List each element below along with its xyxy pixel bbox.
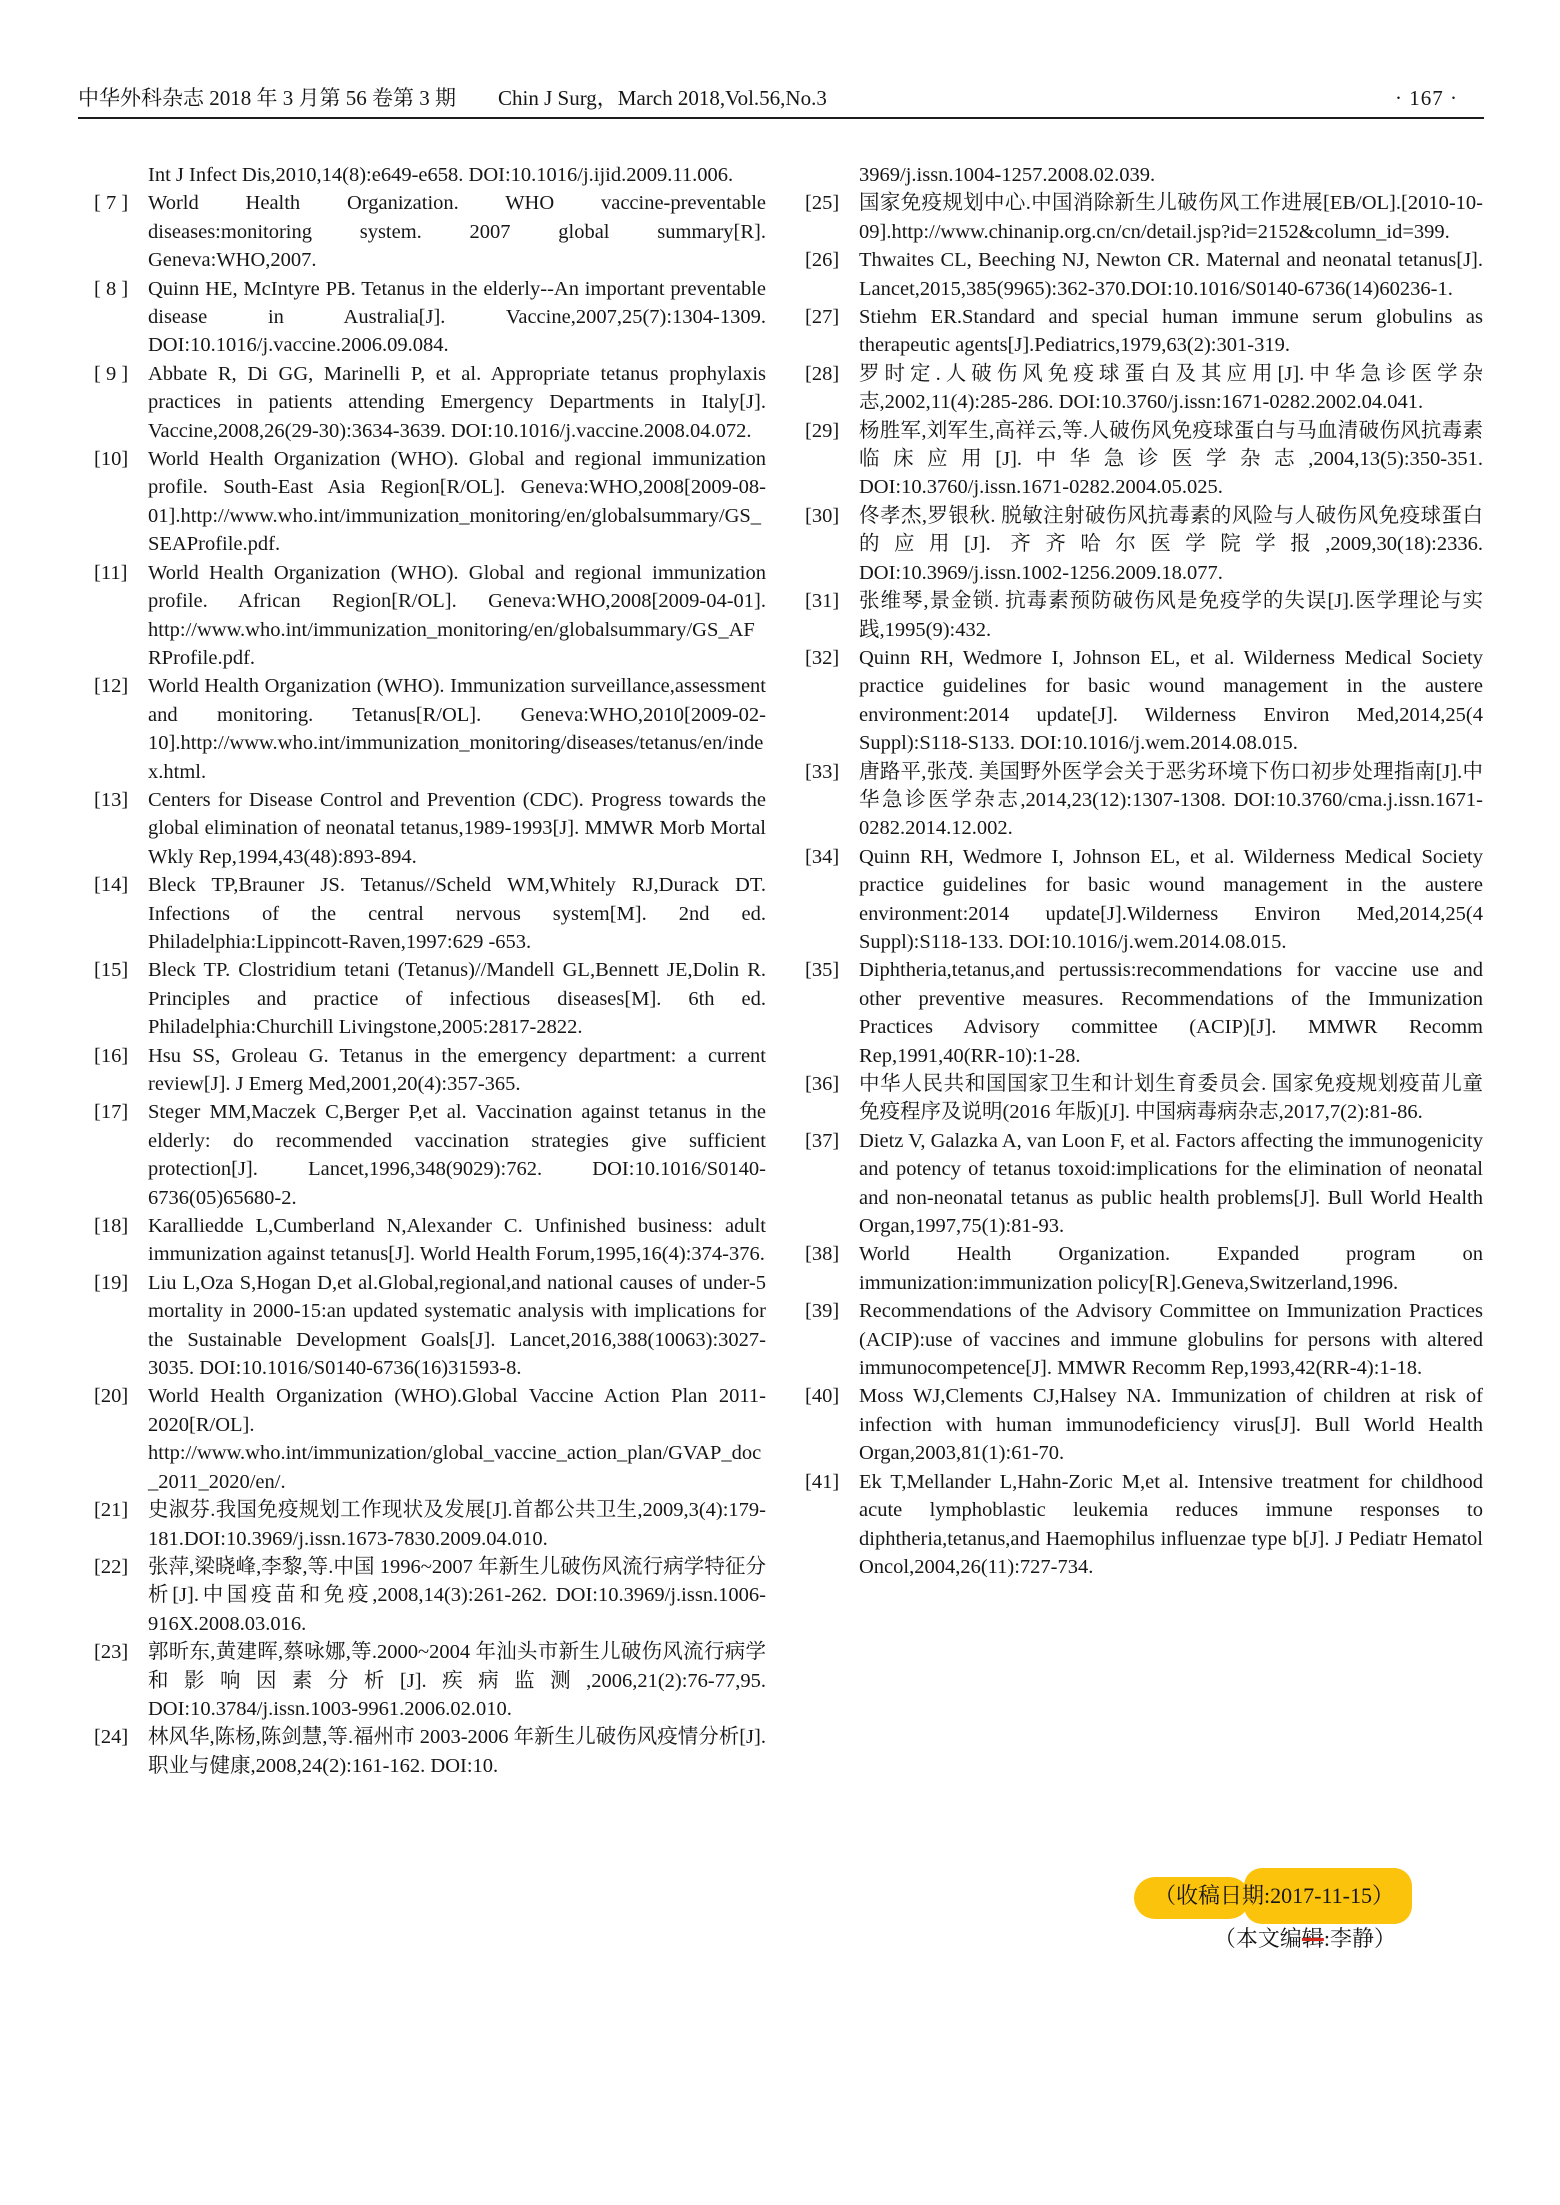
- reference-text: World Health Organization (WHO).Global Vaccine Action Plan 2011-2020[R/OL]. http://www.who.int/immunization/global_vaccine_action_plan/GVAP_doc_2011_2020/en/.: [148, 1385, 766, 1493]
- reference-text: Abbate R, Di GG, Marinelli P, et al. Appropriate tetanus prophylaxis practices in patients attending Emergency Departments in Italy[J]. Vaccine,2008,26(29-30):3634-3639. DOI:10.1016/j.vaccine.2008.04.072.: [148, 362, 766, 442]
- reference-item: [94, 871, 766, 956]
- reference-text: Karalliedde L,Cumberland N,Alexander C. Unfinished business: adult immunization against tetanus[J]. World Health Forum,1995,16(4):374-376.: [148, 1215, 766, 1266]
- reference-text: Quinn RH, Wedmore I, Johnson EL, et al. Wilderness Medical Society practice guidelines for basic wound management in the austere environment:2014 update[J]. Wilderness Environ Med,2014,25(4 Suppl):S118-S133. DOI:10.1016/j.wem.2014.08.015.: [859, 646, 1483, 755]
- reference-label: [27]: [805, 306, 840, 329]
- reference-text: 国家免疫规划中心.中国消除新生儿破伤风工作进展[EB/OL].[2010-10-09].http://www.chinanip.org.cn/cn/detail.jsp?id=2152&column_id=399.: [859, 192, 1483, 243]
- reference-item: [805, 587, 1483, 644]
- reference-label: [ 7 ]: [94, 192, 129, 215]
- page-number: · 167 ·: [1395, 86, 1458, 110]
- reference-item: [805, 417, 1483, 502]
- reference-label: [33]: [805, 760, 840, 783]
- reference-item: [94, 1212, 766, 1269]
- reference-label: [34]: [805, 845, 840, 868]
- reference-item: [805, 1127, 1483, 1241]
- reference-item: [94, 1723, 766, 1780]
- reference-text: Diphtheria,tetanus,and pertussis:recommendations for vaccine use and other preventive measures. Recommendations of the Immunization Practices Advisory committee (ACIP)[J]. MMWR Recomm Rep,1991,40(RR-10):1-28.: [859, 959, 1483, 1067]
- reference-label: [13]: [94, 788, 129, 811]
- reference-text: Quinn RH, Wedmore I, Johnson EL, et al. Wilderness Medical Society practice guidelines for basic wound management in the austere environment:2014 update[J].Wilderness Environ Med,2014,25(4 Suppl):S118-133. DOI:10.1016/j.wem.2014.08.015.: [859, 845, 1483, 953]
- reference-item: [805, 303, 1483, 360]
- reference-label: [12]: [94, 675, 129, 698]
- reference-item: [805, 1382, 1483, 1467]
- reference-text: Recommendations of the Advisory Committee on Immunization Practices (ACIP):use of vaccines and immune globulins for persons with altered immunocompetence[J]. MMWR Recomm Rep,1993,42(RR-4):1-18.: [859, 1300, 1483, 1380]
- reference-text: Liu L,Oza S,Hogan D,et al.Global,regional,and national causes of under-5 mortality in 2000-15:an updated systematic analysis with implications for the Sustainable Development Goals[J]. Lancet,2016,388(10063):3027-3035. DOI:10.1016/S0140-6736(16)31593-8.: [148, 1271, 766, 1380]
- reference-text: Hsu SS, Groleau G. Tetanus in the emergency department: a current review[J]. J Emerg Med,2001,20(4):357-365.: [148, 1044, 766, 1095]
- reference-item: [805, 1070, 1483, 1127]
- reference-label: [28]: [805, 362, 840, 385]
- footer-notes: [1148, 1876, 1396, 1954]
- reference-label: [36]: [805, 1073, 840, 1095]
- reference-item: [805, 1297, 1483, 1382]
- reference-item: [94, 1553, 766, 1638]
- reference-item: [94, 360, 766, 445]
- reference-label: [29]: [805, 419, 840, 442]
- reference-item: [94, 672, 766, 786]
- reference-label: [15]: [94, 959, 129, 982]
- reference-item: [805, 502, 1483, 587]
- reference-label: [35]: [805, 959, 840, 982]
- reference-text: 3969/j.issn.1004-1257.2008.02.039.: [859, 164, 1156, 186]
- received-date-text: （收稿日期:2017-11-15）: [1154, 1883, 1394, 1908]
- reference-item: [805, 644, 1483, 758]
- reference-text: Moss WJ,Clements CJ,Halsey NA. Immunization of children at risk of infection with human immunodeficiency virus[J]. Bull World Health Organ,2003,81(1):61-70.: [859, 1385, 1483, 1465]
- reference-label: [16]: [94, 1044, 129, 1067]
- reference-label: [20]: [94, 1385, 129, 1408]
- reference-label: [39]: [805, 1300, 840, 1323]
- reference-item: [805, 161, 1483, 189]
- reference-item: [805, 758, 1483, 843]
- reference-text: Stiehm ER.Standard and special human immune serum globulins as therapeutic agents[J].Pediatrics,1979,63(2):301-319.: [859, 306, 1483, 357]
- left-column: [94, 161, 766, 1780]
- reference-item: [94, 161, 766, 189]
- reference-label: [14]: [94, 874, 129, 897]
- reference-label: [22]: [94, 1555, 129, 1578]
- reference-label: [23]: [94, 1641, 129, 1664]
- reference-text: Centers for Disease Control and Prevention (CDC). Progress towards the global elimination of neonatal tetanus,1989-1993[J]. MMWR Morb Mortal Wkly Rep,1994,43(48):893-894.: [148, 788, 766, 868]
- reference-label: [24]: [94, 1726, 129, 1749]
- editor-struck-char: 辑: [1301, 1926, 1324, 1951]
- reference-text: 杨胜军,刘军生,高祥云,等.人破伤风免疫球蛋白与马血清破伤风抗毒素临床应用[J].中华急诊医学杂志,2004,13(5):350-351. DOI:10.3760/j.issn.1671-0282.2004.05.025.: [859, 419, 1483, 499]
- reference-label: [31]: [805, 590, 840, 613]
- reference-text: Thwaites CL, Beeching NJ, Newton CR. Maternal and neonatal tetanus[J]. Lancet,2015,385(9965):362-370.DOI:10.1016/S0140-6736(14)60236-1.: [859, 249, 1483, 300]
- reference-text: 张萍,梁晓峰,李黎,等.中国 1996~2007 年新生儿破伤风流行病学特征分析[J].中国疫苗和免疫,2008,14(3):261-262. DOI:10.3969/j.issn.1006-916X.2008.03.016.: [148, 1555, 766, 1635]
- reference-text: 郭昕东,黄建晖,蔡咏娜,等.2000~2004 年汕头市新生儿破伤风流行病学和影响因素分析[J].疾病监测,2006,21(2):76-77,95. DOI:10.3784/j.issn.1003-9961.2006.02.010.: [148, 1641, 766, 1720]
- reference-label: [38]: [805, 1243, 840, 1266]
- reference-item: [94, 1042, 766, 1099]
- reference-label: [21]: [94, 1499, 129, 1522]
- reference-text: World Health Organization (WHO). Immunization surveillance,assessment and monitoring. Tetanus[R/OL]. Geneva:WHO,2010[2009-02-10].http://www.who.int/immunization_monitoring/diseases/tetanus/en/index.html.: [148, 675, 766, 783]
- reference-item: [94, 189, 766, 274]
- reference-label: [17]: [94, 1101, 129, 1124]
- reference-text: Int J Infect Dis,2010,14(8):e649-e658. DOI:10.1016/j.ijid.2009.11.006.: [148, 164, 734, 186]
- reference-text: World Health Organization (WHO). Global and regional immunization profile. African Region[R/OL]. Geneva:WHO,2008[2009-04-01]. http://www.who.int/immunization_monitoring/en/globalsummary/GS_AFRProfile.pdf.: [148, 561, 766, 669]
- reference-text: 史淑芬.我国免疫规划工作现状及发展[J].首都公共卫生,2009,3(4):179-181.DOI:10.3969/j.issn.1673-7830.2009.04.010.: [148, 1499, 766, 1550]
- page-header: [78, 86, 1484, 119]
- reference-text: 中华人民共和国国家卫生和计划生育委员会. 国家免疫规划疫苗儿童免疫程序及说明(2016 年版)[J]. 中国病毒病杂志,2017,7(2):81-86.: [859, 1073, 1483, 1124]
- reference-item: [805, 246, 1483, 303]
- reference-label: [41]: [805, 1470, 840, 1493]
- reference-label: [ 8 ]: [94, 277, 129, 300]
- editor-text-suffix: :李静）: [1323, 1926, 1396, 1951]
- reference-item: [94, 1496, 766, 1553]
- reference-item: [805, 189, 1483, 246]
- reference-item: [94, 1638, 766, 1723]
- right-column: [805, 161, 1483, 1581]
- reference-item: [94, 956, 766, 1041]
- reference-item: [94, 1269, 766, 1383]
- reference-item: [94, 559, 766, 673]
- reference-text: 罗时定.人破伤风免疫球蛋白及其应用[J].中华急诊医学杂志,2002,11(4):285-286. DOI:10.3760/j.issn:1671-0282.2002.04.041.: [859, 362, 1483, 414]
- reference-item: [805, 956, 1483, 1070]
- reference-text: Steger MM,Maczek C,Berger P,et al. Vaccination against tetanus in the elderly: do recommended vaccination strategies give sufficient protection[J]. Lancet,1996,348(9029):762. DOI:10.1016/S0140-6736(05)65680-2.: [148, 1101, 766, 1209]
- reference-label: [25]: [805, 192, 840, 215]
- reference-text: World Health Organization. WHO vaccine-preventable diseases:monitoring system. 2007 global summary[R]. Geneva:WHO,2007.: [148, 192, 766, 272]
- reference-text: World Health Organization. Expanded program on immunization:immunization policy[R].Geneva,Switzerland,1996.: [859, 1243, 1483, 1294]
- reference-text: Bleck TP,Brauner JS. Tetanus//Scheld WM,Whitely RJ,Durack DT. Infections of the central nervous system[M]. 2nd ed. Philadelphia:Lippincott-Raven,1997:629 -653.: [148, 874, 766, 953]
- reference-text: Dietz V, Galazka A, van Loon F, et al. Factors affecting the immunogenicity and potency of tetanus toxoid:implications for the elimination of neonatal and non-neonatal tetanus as public health problems[J]. Bull World Health Organ,1997,75(1):81-93.: [859, 1129, 1483, 1238]
- reference-item: [94, 445, 766, 559]
- reference-label: [18]: [94, 1215, 129, 1238]
- reference-label: [11]: [94, 561, 128, 584]
- reference-text: 佟孝杰,罗银秋. 脱敏注射破伤风抗毒素的风险与人破伤风免疫球蛋白的应用[J]. 齐齐哈尔医学院学报,2009,30(18):2336. DOI:10.3969/j.issn.1002-1256.2009.18.077.: [859, 504, 1483, 584]
- reference-item: [94, 275, 766, 360]
- reference-text: 林风华,陈杨,陈剑慧,等.福州市 2003-2006 年新生儿破伤风疫情分析[J].职业与健康,2008,24(2):161-162. DOI:10.: [148, 1726, 766, 1777]
- reference-text: 唐路平,张茂. 美国野外医学会关于恶劣环境下伤口初步处理指南[J].中华急诊医学杂志,2014,23(12):1307-1308. DOI:10.3760/cma.j.issn.1671-0282.2014.12.002.: [859, 760, 1483, 840]
- journal-title-line: 中华外科杂志 2018 年 3 月第 56 卷第 3 期 Chin J Surg，March 2018,Vol.56,No.3: [78, 86, 827, 110]
- reference-label: [10]: [94, 448, 129, 471]
- reference-label: [40]: [805, 1385, 840, 1408]
- reference-text: Ek T,Mellander L,Hahn-Zoric M,et al. Intensive treatment for childhood acute lymphoblastic leukemia reduces immune responses to diphtheria,tetanus,and Haemophilus influenzae type b[J]. J Pediatr Hematol Oncol,2004,26(11):727-734.: [859, 1470, 1483, 1578]
- editor-text-prefix: （本文编: [1213, 1926, 1302, 1951]
- reference-item: [805, 843, 1483, 957]
- received-date-line: [1148, 1876, 1396, 1917]
- reference-item: [94, 786, 766, 871]
- reference-item: [805, 1240, 1483, 1297]
- reference-label: [26]: [805, 249, 840, 272]
- reference-item: [805, 1468, 1483, 1582]
- reference-item: [94, 1098, 766, 1212]
- reference-label: [19]: [94, 1271, 129, 1294]
- reference-text: Quinn HE, McIntyre PB. Tetanus in the elderly--An important preventable disease in Australia[J]. Vaccine,2007,25(7):1304-1309. DOI:10.1016/j.vaccine.2006.09.084.: [148, 277, 766, 357]
- reference-label: [ 9 ]: [94, 362, 129, 385]
- reference-item: [805, 360, 1483, 417]
- reference-item: [94, 1382, 766, 1496]
- reference-label: [30]: [805, 504, 840, 527]
- reference-text: Bleck TP. Clostridium tetani (Tetanus)//Mandell GL,Bennett JE,Dolin R. Principles and practice of infectious diseases[M]. 6th ed. Philadelphia:Churchill Livingstone,2005:2817-2822.: [148, 959, 766, 1039]
- reference-text: 张维琴,景金锁. 抗毒素预防破伤风是免疫学的失误[J].医学理论与实践,1995(9):432.: [859, 590, 1483, 641]
- editor-line: [1148, 1924, 1396, 1954]
- reference-text: World Health Organization (WHO). Global and regional immunization profile. South-East Asia Region[R/OL]. Geneva:WHO,2008[2009-08-01].http://www.who.int/immunization_monitoring/en/globalsummary/GS_SEAProfile.pdf.: [148, 448, 766, 556]
- reference-label: [37]: [805, 1129, 840, 1152]
- reference-label: [32]: [805, 646, 840, 669]
